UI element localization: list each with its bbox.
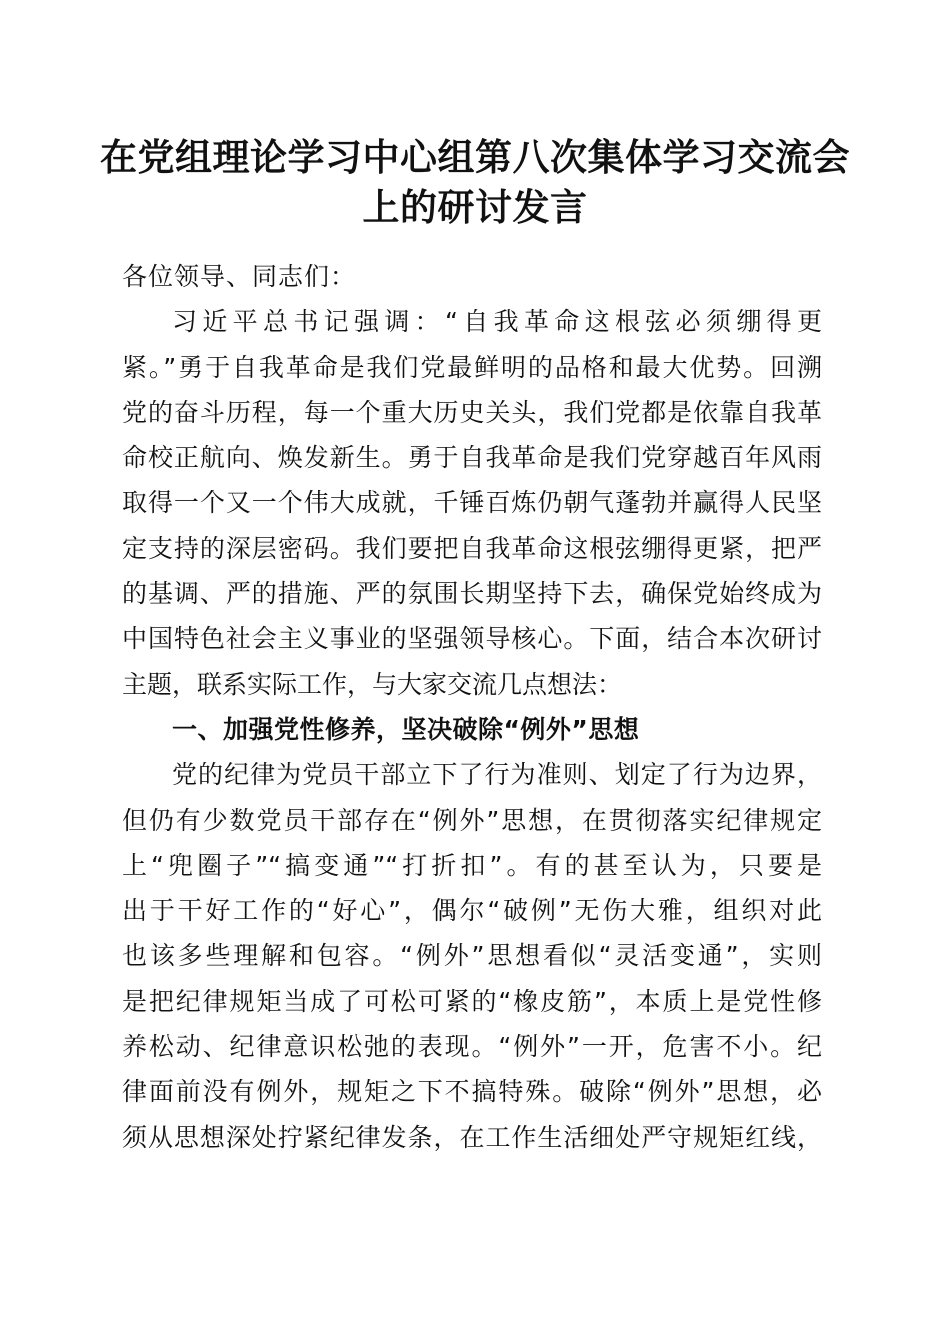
section-heading-1: 一、加强党性修养，坚决破除“例外”思想 — [172, 714, 640, 744]
paragraph-line: 取得一个又一个伟大成就，千锤百炼仍朝气蓬勃并赢得人民坚 — [122, 488, 822, 518]
title-line-1: 在党组理论学习中心组第八次集体学习交流会 — [100, 135, 850, 179]
paragraph-line: 定支持的深层密码。我们要把自我革命这根弦绷得更紧，把严 — [122, 533, 822, 563]
document-title — [100, 132, 850, 232]
paragraph-line: 主题，联系实际工作，与大家交流几点想法： — [122, 669, 623, 699]
paragraph-line: 律面前没有例外，规矩之下不搞特殊。破除“例外”思想，必 — [122, 1077, 822, 1107]
paragraph-line: 上“兜圈子”“搞变通”“打折扣”。有的甚至认为，只要是 — [122, 850, 822, 880]
salutation: 各位领导、同志们： — [122, 262, 357, 291]
paragraph-line: 是把纪律规矩当成了可松可紧的“橡皮筋”，本质上是党性修 — [122, 986, 822, 1016]
paragraph-line: 养松动、纪律意识松弛的表现。“例外”一开，危害不小。纪 — [122, 1032, 822, 1062]
paragraph-section-1 — [122, 752, 822, 1160]
paragraph-line: 也该多些理解和包容。“例外”思想看似“灵活变通”，实则 — [122, 941, 822, 971]
paragraph-line: 中国特色社会主义事业的坚强领导核心。下面，结合本次研讨 — [122, 624, 822, 654]
paragraph-line: 党的纪律为党员干部立下了行为准则、划定了行为边界， — [172, 760, 822, 790]
paragraph-line: 须从思想深处拧紧纪律发条，在工作生活细处严守规矩红线， — [122, 1122, 822, 1152]
document-body — [122, 254, 822, 1160]
paragraph-intro — [122, 299, 822, 707]
paragraph-line: 但仍有少数党员干部存在“例外”思想，在贯彻落实纪律规定 — [122, 805, 822, 835]
paragraph-line: 命校正航向、焕发新生。勇于自我革命是我们党穿越百年风雨 — [122, 443, 822, 473]
title-line-2: 上的研讨发言 — [362, 185, 588, 229]
paragraph-line: 紧。”勇于自我革命是我们党最鲜明的品格和最大优势。回溯 — [122, 352, 822, 382]
paragraph-line: 出于干好工作的“好心”，偶尔“破例”无伤大雅，组织对此 — [122, 896, 822, 926]
paragraph-line: 党的奋斗历程，每一个重大历史关头，我们党都是依靠自我革 — [122, 397, 822, 427]
paragraph-line: 的基调、严的措施、严的氛围长期坚持下去，确保党始终成为 — [122, 579, 822, 609]
paragraph-line: 习近平总书记强调：“自我革命这根弦必须绷得更 — [172, 307, 822, 337]
